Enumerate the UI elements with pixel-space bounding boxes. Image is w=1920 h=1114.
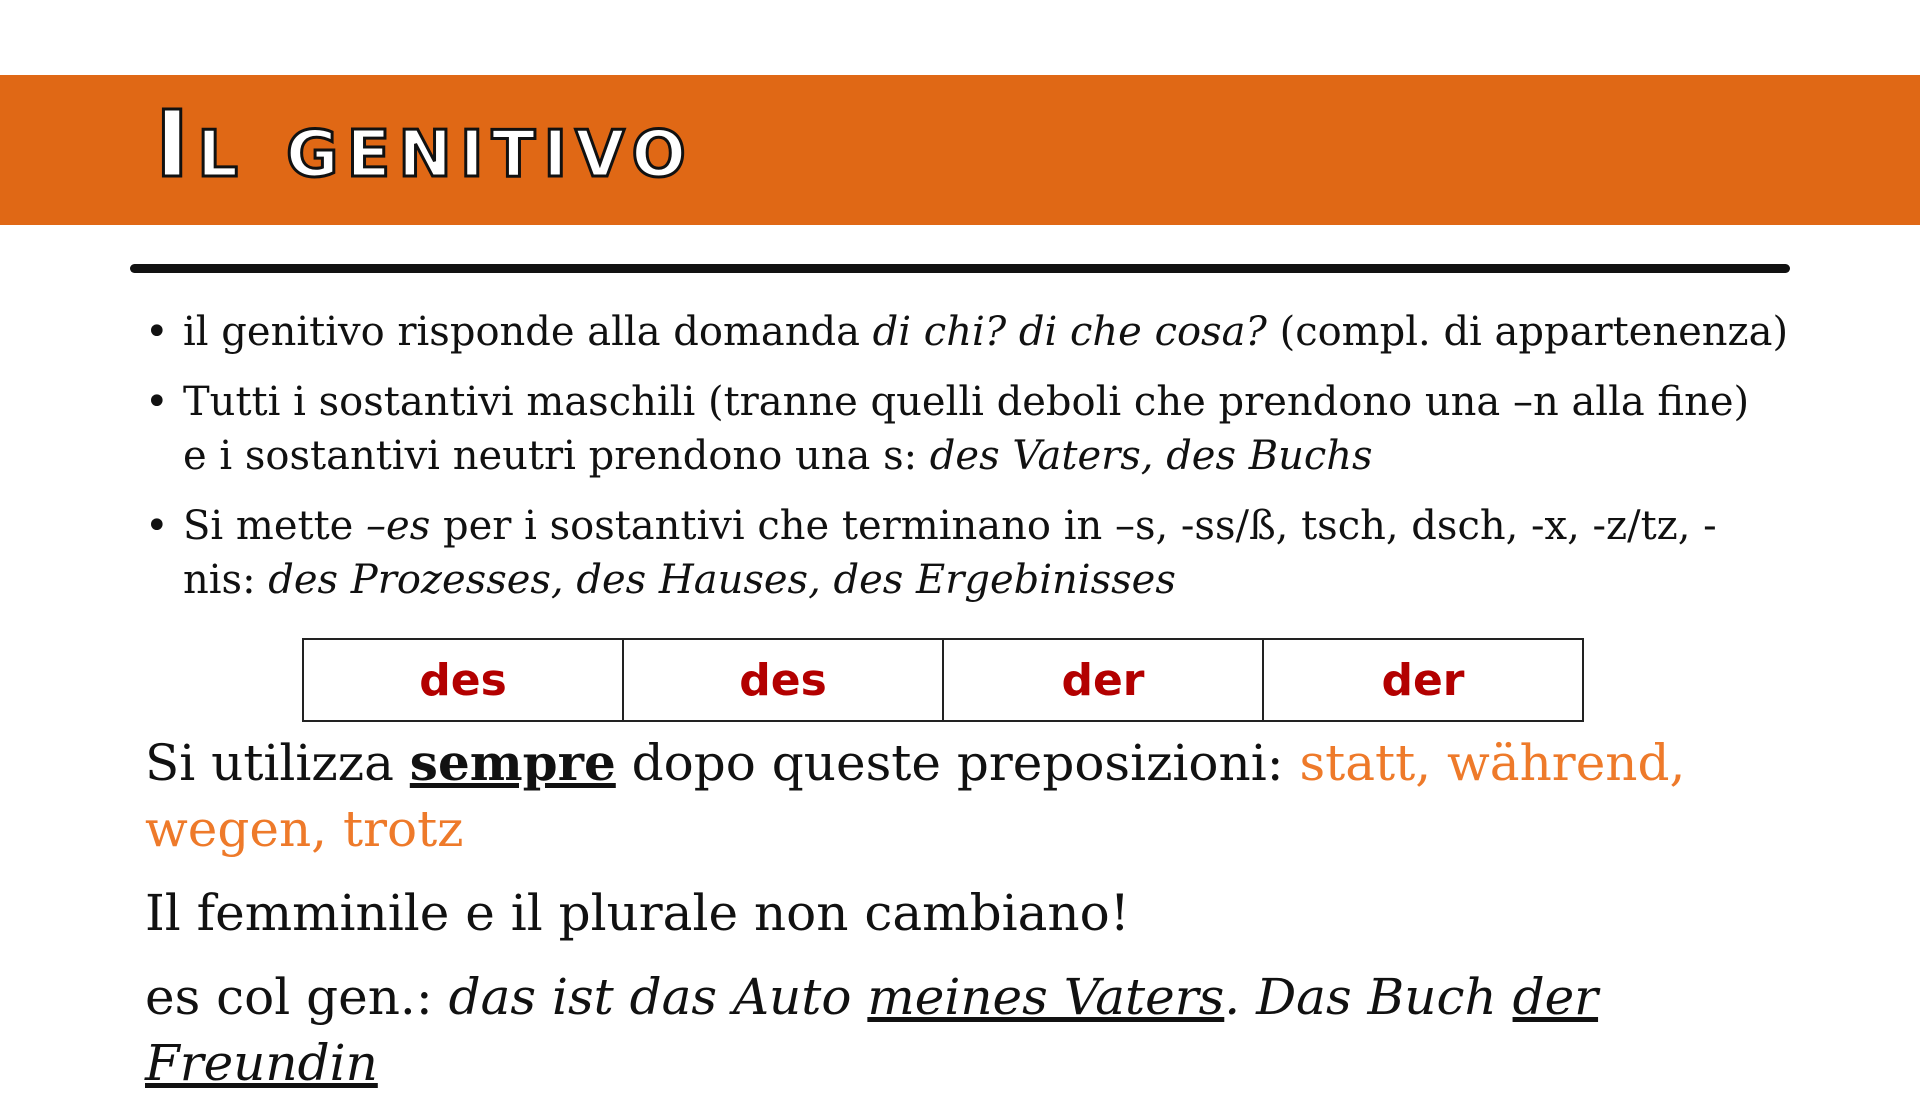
title-divider [130,264,1790,273]
bullet-prepositions: Si utilizza sempre dopo queste preposizioni: statt, während, wegen, trotz [145,733,1686,858]
bullet-es-ending: • Si mette –es per i sostantivi che terminano in –s, -ss/ß, tsch, dsch, -x, -z/tz, - nis: des Prozesses, des Hauses, des Ergebinisses [145,499,1795,607]
bullet-masculine-neuter: • Tutti i sostantivi maschili (tranne quelli deboli che prendono una –n alla fine) e i sostantivi neutri prendono una s: des Vaters, des Buchs [145,375,1795,483]
bullet-list-bottom [145,730,1795,1114]
bullet-genitive-question: • il genitivo risponde alla domanda di chi? di che cosa? (compl. di appartenenza) [145,305,1795,359]
page-title: Il genitivo [155,91,694,198]
table-row [303,639,1583,721]
table-cell-plural: der [1263,639,1583,721]
bullet-feminine-plural: Il femminile e il plurale non cambiano! [145,884,1130,942]
table-cell-neuter: des [623,639,943,721]
bullet-example: es col gen.: das ist das Auto meines Vaters. Das Buch der Freundin [145,968,1599,1092]
bullet-list-top [145,305,1795,623]
article-table [302,638,1584,722]
table-cell-feminine: der [943,639,1263,721]
table-cell-masculine: des [303,639,623,721]
